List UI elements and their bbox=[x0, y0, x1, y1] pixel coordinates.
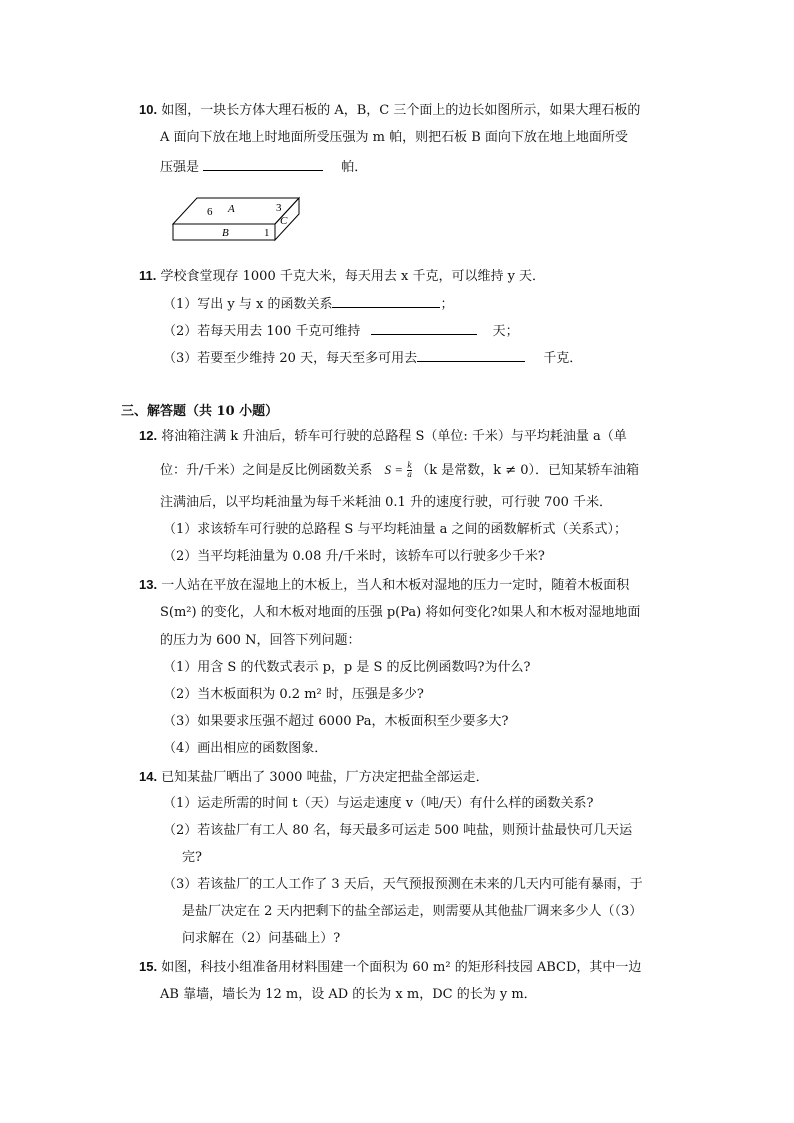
q13-text-line1: 一人站在平放在湿地上的木板上，当人和木板对湿地的压力一定时，随着木板面积 bbox=[161, 578, 630, 593]
q13-number: 13. bbox=[139, 577, 158, 592]
q12-fraction-numerator: k bbox=[407, 461, 413, 470]
section-title: 三、解答题（共 10 小题） bbox=[121, 404, 279, 419]
figure-label-C: C bbox=[280, 215, 288, 227]
q14-part3b: 是盐厂决定在 2 天内把剩下的盐全部运走，则需要从其他盐厂调来多少人（（3） bbox=[182, 904, 643, 919]
q12-part2: （2）当平均耗油量为 0.08 升/千米时，该轿车可以行驶多少千米? bbox=[163, 549, 545, 564]
q14-part3c: 问求解在（2）问基础上）? bbox=[182, 931, 341, 946]
q14-number: 14. bbox=[139, 769, 158, 784]
q14-part2a: （2）若该盐厂有工人 80 名，每天最多可运走 500 吨盐，则预计盐最快可几天运 bbox=[163, 823, 633, 838]
q11-part1 bbox=[163, 294, 454, 314]
q11-part3-blank[interactable] bbox=[417, 348, 525, 362]
q14-part3a: （3）若该盐厂的工人工作了 3 天后，天气预报预测在未来的几天内可能有暴雨，于 bbox=[163, 877, 643, 892]
q11-number: 11. bbox=[139, 268, 157, 283]
figure-label-3: 3 bbox=[276, 202, 282, 214]
q12-fraction-denominator: a bbox=[407, 470, 413, 479]
q15-text-line1: 如图，科技小组准备用材料围建一个面积为 60 m² 的矩形科技园 ABCD，其中一边 bbox=[161, 960, 642, 975]
q10-line1 bbox=[139, 101, 640, 120]
q10-text-line2: A 面向下放在地上时地面所受压强为 m 帕，则把石板 B 面向下放在地上地面所受 bbox=[160, 130, 628, 145]
q12-part1: （1）求该轿车可行驶的总路程 S 与平均耗油量 a 之间的函数解析式（关系式）； bbox=[163, 522, 627, 537]
q13-line1 bbox=[139, 576, 629, 595]
q11-part3-end: 千克． bbox=[543, 351, 583, 366]
q12-text-line2a: 位：升/千米）之间是反比例函数关系 bbox=[160, 463, 373, 478]
q11-part1-text: （1）写出 y 与 x 的函数关系 bbox=[163, 297, 333, 312]
q12-text-line1: 将油箱注满 k 升油后，轿车可行驶的总路程 S（单位: 千米）与平均耗油量 a（单 bbox=[161, 429, 627, 444]
figure-label-6: 6 bbox=[207, 206, 213, 218]
q12-line1 bbox=[139, 427, 627, 446]
q10-text-line3b: 帕． bbox=[341, 160, 368, 175]
figure-label-B: B bbox=[222, 227, 229, 239]
figure-label-A: A bbox=[228, 203, 235, 215]
q12-number: 12. bbox=[139, 428, 158, 443]
q15-line1 bbox=[139, 958, 641, 977]
q13-part1: （1）用含 S 的代数式表示 p，p 是 S 的反比例函数吗?为什么? bbox=[163, 660, 531, 675]
q11-stem: 学校食堂现存 1000 千克大米，每天用去 x 千克，可以维持 y 天． bbox=[160, 269, 546, 284]
q13-text-line3: 的压力为 600 N，回答下列问题： bbox=[160, 633, 361, 648]
q11-line1 bbox=[139, 267, 545, 286]
q10-marble-slab-figure bbox=[165, 192, 305, 244]
q15-number: 15. bbox=[139, 959, 158, 974]
q10-number: 10. bbox=[139, 102, 158, 117]
q14-stem: 已知某盐厂晒出了 3000 吨盐，厂方决定把盐全部运走． bbox=[161, 770, 489, 785]
q12-line2 bbox=[160, 461, 639, 480]
q10-line3 bbox=[160, 157, 367, 177]
q11-part3 bbox=[163, 348, 582, 368]
q10-text-line3a: 压强是 bbox=[160, 160, 200, 175]
q13-part3: （3）如果要求压强不超过 6000 Pa，木板面积至少要多大? bbox=[163, 714, 509, 729]
q11-part2-blank[interactable] bbox=[371, 321, 477, 335]
q12-formula-lhs: S = bbox=[384, 462, 404, 477]
q14-part2b: 完? bbox=[182, 850, 202, 865]
q13-part2: （2）当木板面积为 0.2 m² 时，压强是多少? bbox=[163, 687, 424, 702]
q10-answer-blank[interactable] bbox=[203, 157, 323, 171]
q12-fraction bbox=[407, 462, 412, 479]
q11-part1-blank[interactable] bbox=[332, 294, 440, 308]
q12-text-line3: 注满油后，以平均耗油量为每千米耗油 0.1 升的速度行驶，可行驶 700 千米． bbox=[160, 495, 613, 510]
q14-part1: （1）运走所需的时间 t（天）与运走速度 v（吨/天）有什么样的函数关系? bbox=[163, 796, 594, 811]
q15-text-line2: AB 靠墙，墙长为 12 m，设 AD 的长为 x m，DC 的长为 y m． bbox=[160, 987, 537, 1002]
figure-label-1: 1 bbox=[264, 227, 270, 239]
q13-text-line2: S(m²) 的变化，人和木板对地面的压强 p(Pa) 将如何变化?如果人和木板对湿地地面 bbox=[160, 605, 641, 620]
q14-line1 bbox=[139, 768, 489, 787]
q11-part1-end: ； bbox=[440, 297, 454, 312]
q11-part2 bbox=[163, 321, 519, 341]
q11-part2-end: 天； bbox=[492, 324, 519, 339]
q13-part4: （4）画出相应的函数图象． bbox=[163, 741, 328, 756]
q12-text-line2b: （k 是常数，k ≠ 0）．已知某轿车油箱 bbox=[416, 463, 640, 478]
q10-text-line1: 如图，一块长方体大理石板的 A，B，C 三个面上的边长如图所示，如果大理石板的 bbox=[161, 103, 641, 118]
q11-part3-text: （3）若要至少维持 20 天，每天至多可用去 bbox=[163, 351, 418, 366]
q11-part2-text: （2）若每天用去 100 千克可维持 bbox=[163, 324, 361, 339]
